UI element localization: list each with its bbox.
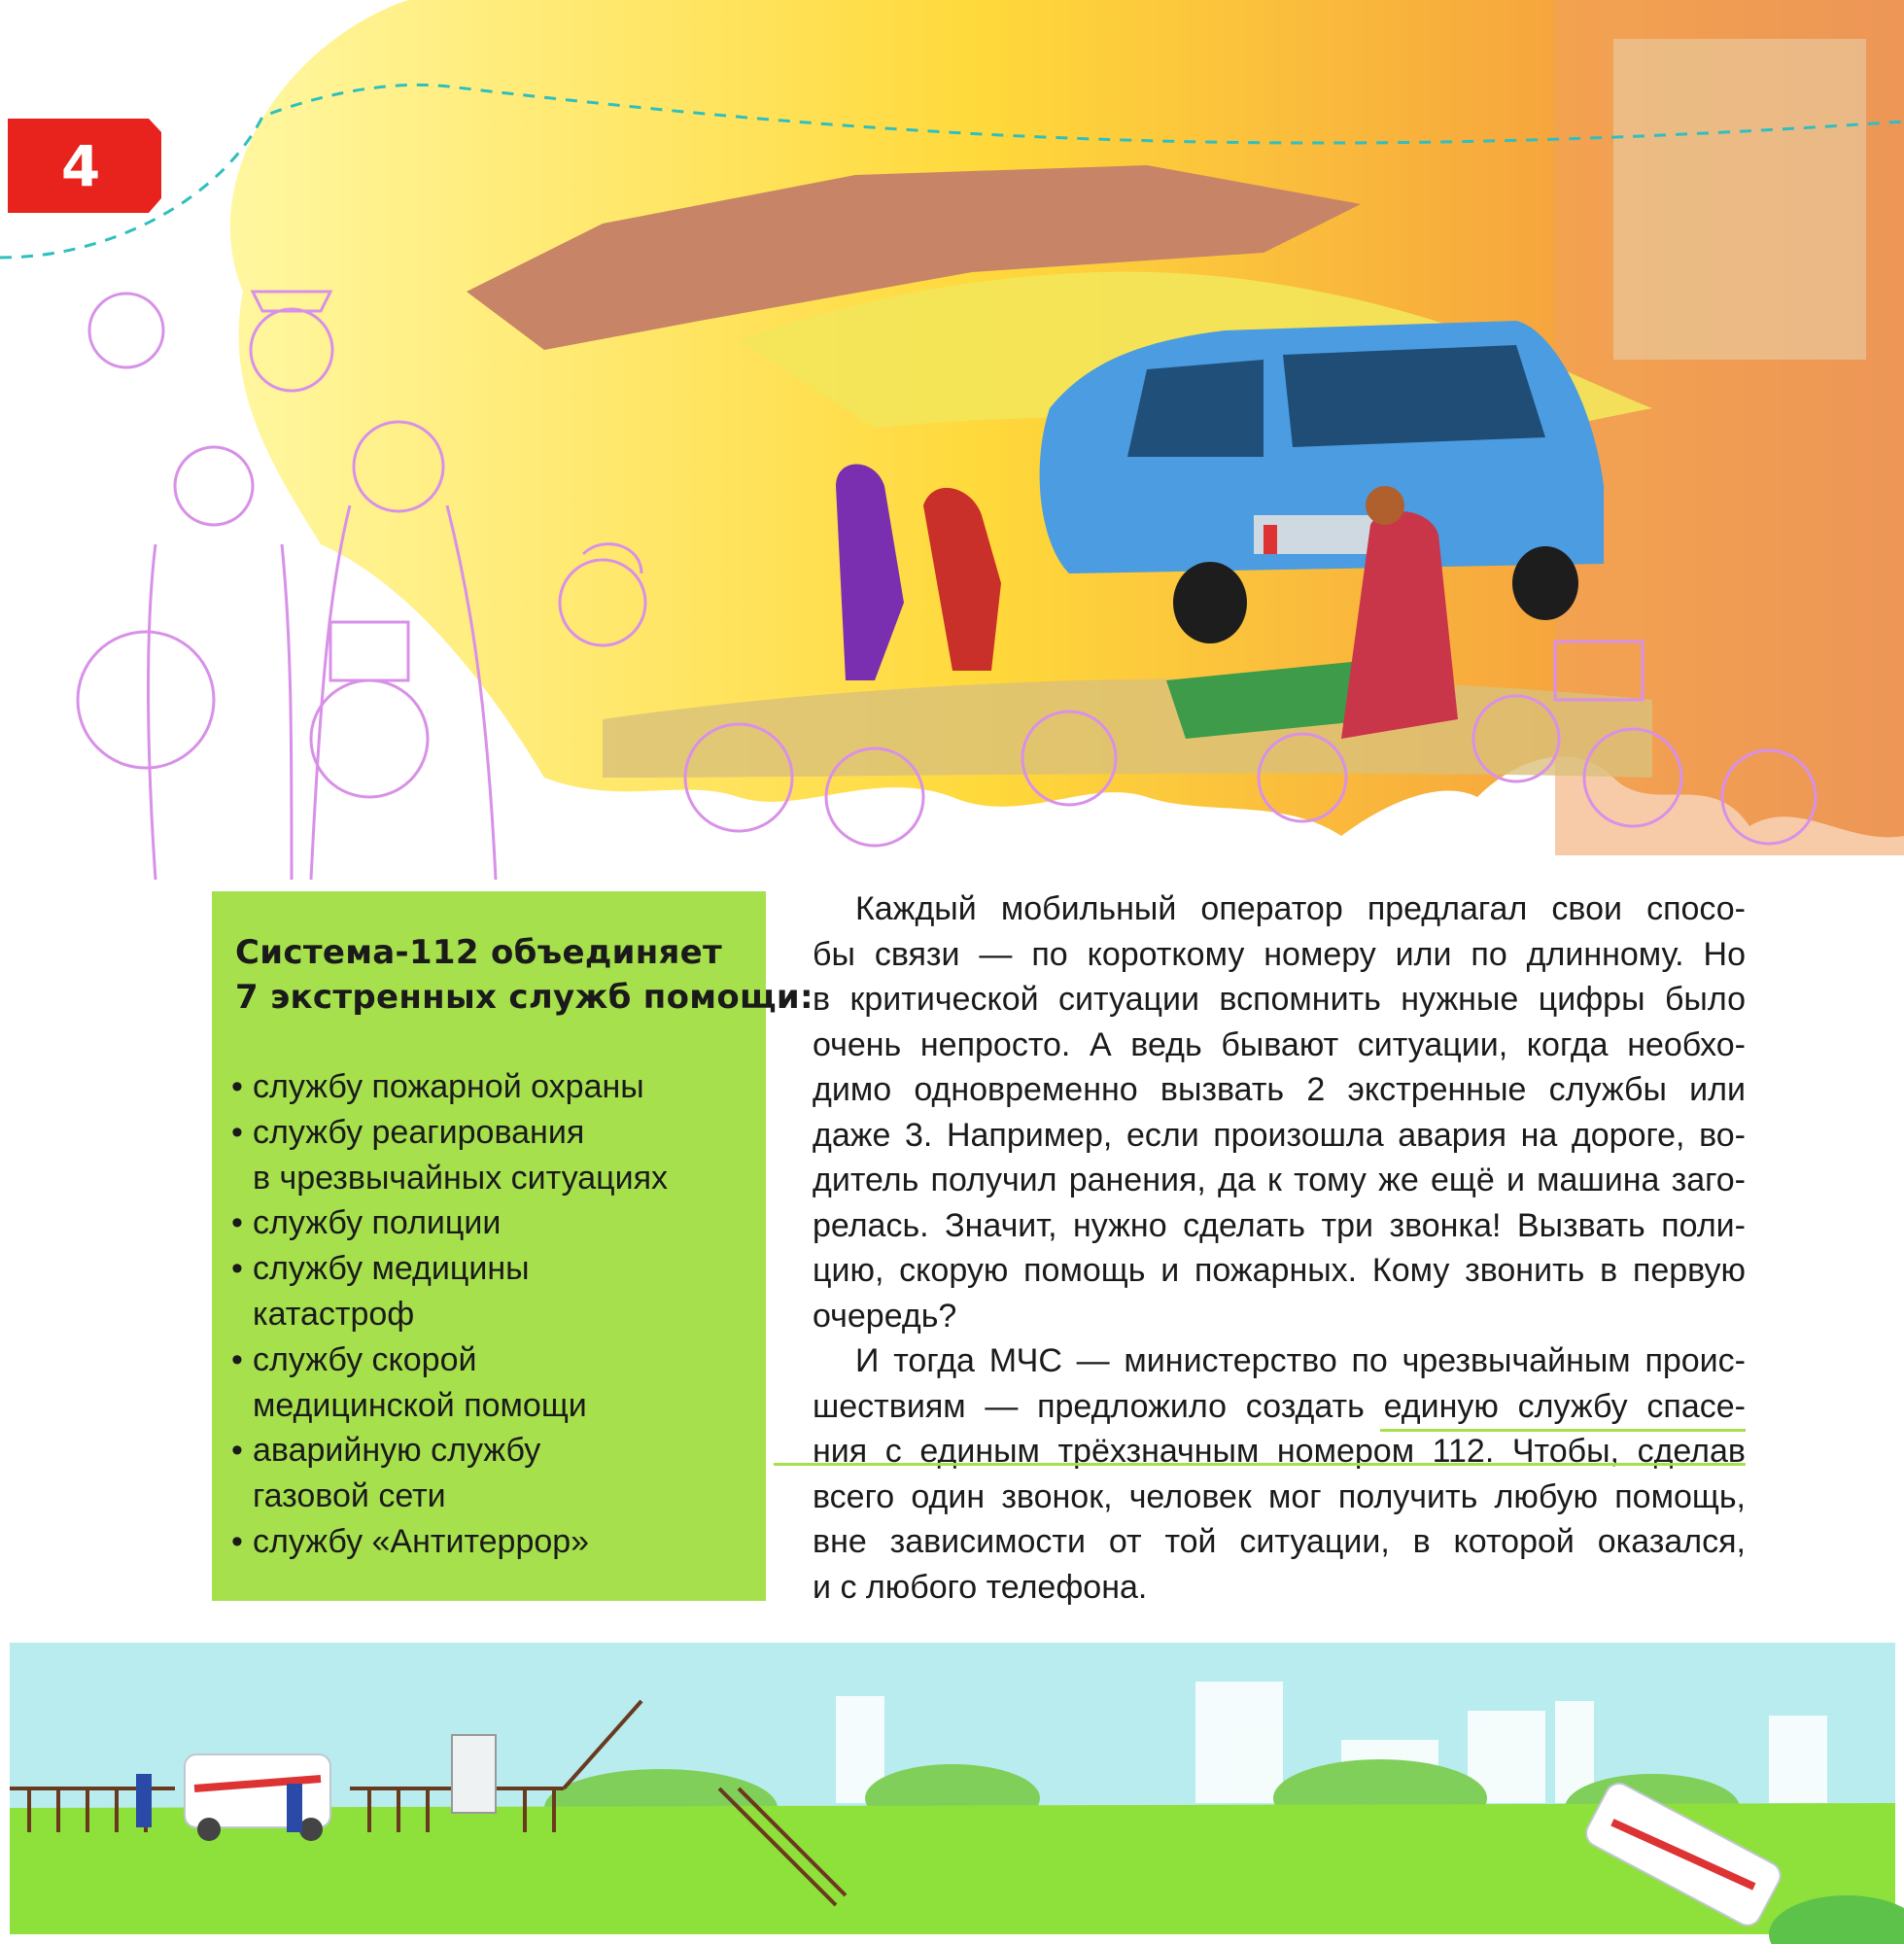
field-scene-illustration (0, 1643, 1904, 1944)
text-line: вне зависимости от той ситуации, в которой оказался, (813, 1523, 1746, 1560)
highlight-underline (1380, 1429, 1746, 1432)
list-item-text: • службу медицины (253, 1250, 530, 1288)
list-item (231, 1519, 761, 1565)
list-item-text: • службу полиции (253, 1204, 502, 1242)
list-item-text: • аварийную службу (253, 1432, 541, 1470)
list-item (231, 1337, 761, 1429)
text-line: в критической ситуации вспомнить нужные цифры было (813, 981, 1746, 1018)
services-list (231, 1064, 761, 1565)
page-number-badge (8, 119, 161, 213)
list-item (231, 1200, 761, 1246)
paragraph-1 (813, 886, 1746, 1338)
text-line: И тогда МЧС — министерство по чрезвычайным проис- (855, 1342, 1746, 1379)
list-item (231, 1110, 761, 1201)
text-line: очередь? (813, 1297, 957, 1335)
services-panel (212, 891, 814, 1601)
main-text (813, 886, 1746, 1610)
list-item-text: • службу скорой (253, 1340, 477, 1378)
panel-title-line: Система-112 объединяет (235, 933, 723, 972)
list-item-text: катастроф (253, 1295, 415, 1333)
list-item-text: • службу реагирования (253, 1113, 585, 1151)
accident-scene-illustration (0, 0, 1904, 880)
text-line: шествиям — предложило создать единую службу спасе- (813, 1387, 1746, 1425)
list-item (231, 1064, 761, 1110)
paragraph-2 (813, 1338, 1746, 1610)
text-line: цию, скорую помощь и пожарных. Кому звонить в первую (813, 1252, 1746, 1289)
text-line: и с любого телефона. (813, 1568, 1148, 1606)
page-number: 4 (60, 132, 101, 199)
panel-title-line: 7 экстренных служб помощи: (235, 978, 814, 1017)
list-item-text: медицинской помощи (253, 1386, 587, 1424)
text-line: всего один звонок, человек мог получить любую помощь, (813, 1477, 1746, 1515)
text-line: релась. Значит, нужно сделать три звонка! Вызвать поли- (813, 1206, 1746, 1244)
text-line: очень непросто. А ведь бывают ситуации, когда необхо- (813, 1025, 1746, 1063)
list-item-text: в чрезвычайных ситуациях (253, 1159, 669, 1197)
text-line: димо одновременно вызвать 2 экстренные службы или (813, 1071, 1746, 1108)
text-line: дитель получил ранения, да к тому же ещё и машина заго- (813, 1162, 1746, 1198)
panel-title (235, 930, 814, 1020)
text-line: ния с единым трёхзначным номером 112. Чтобы, сделав (813, 1433, 1746, 1470)
text-line: Каждый мобильный оператор предлагал свои спосо- (855, 890, 1746, 927)
list-item-text: • службу пожарной охраны (253, 1068, 644, 1105)
highlight-underline (774, 1463, 1746, 1466)
list-item-text: • службу «Антитеррор» (253, 1522, 590, 1560)
text-line: бы связи — по короткому номеру или по длинному. Но (813, 935, 1746, 973)
list-item (231, 1246, 761, 1337)
list-item-text: газовой сети (253, 1477, 446, 1515)
list-item (231, 1428, 761, 1519)
text-line: даже 3. Например, если произошла авария на дороге, во- (813, 1116, 1746, 1154)
